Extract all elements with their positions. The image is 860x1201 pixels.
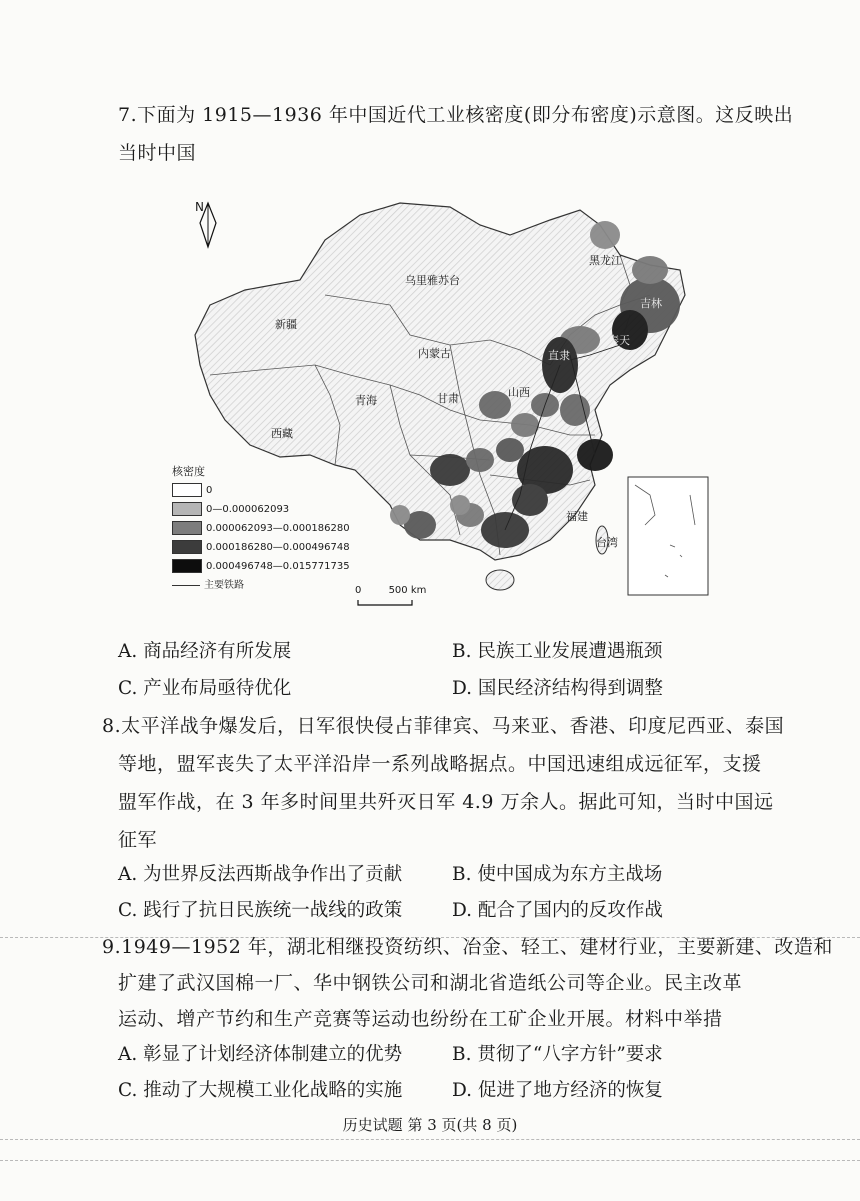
cut-line: [0, 1160, 860, 1161]
scale-bar: [358, 600, 412, 605]
map-label-shanxi: 山西: [508, 386, 530, 399]
legend-row: [172, 559, 350, 573]
legend-row: [172, 502, 289, 516]
legend-swatch: [172, 483, 202, 497]
q8-option-b: B. 使中国成为东方主战场: [452, 864, 663, 885]
map-label-fengtian: 奉天: [608, 334, 630, 347]
inset-box: [628, 477, 708, 595]
map-label-zhili: 直隶: [548, 349, 570, 362]
legend-label: 0.000496748—0.015771735: [206, 561, 350, 572]
map-label-gansu: 甘肃: [437, 392, 459, 405]
page-footer: 历史试题 第 3 页(共 8 页): [342, 1116, 518, 1134]
legend-label: 0.000062093—0.000186280: [206, 523, 350, 534]
q9-option-b: B. 贯彻了“八字方针”要求: [452, 1044, 663, 1065]
legend-label: 0.000186280—0.000496748: [206, 542, 350, 553]
q8-stem-line-2: 等地，盟军丧失了太平洋沿岸一系列战略据点。中国迅速组成远征军，支援: [118, 753, 762, 775]
map-label-taiwan: 台湾: [596, 536, 618, 549]
map-label-qinghai: 青海: [355, 394, 377, 407]
map-label-uliastai: 乌里雅苏台: [405, 274, 460, 287]
legend-swatch: [172, 559, 202, 573]
map-label-neimenggu: 内蒙古: [418, 347, 451, 360]
railway-line-icon: [172, 585, 200, 586]
q9-option-a: A. 彰显了计划经济体制建立的优势: [118, 1044, 403, 1065]
cut-line: [0, 1139, 860, 1140]
scale-label: [355, 585, 426, 596]
legend-label: 0: [206, 485, 213, 496]
q7-option-c: C. 产业布局亟待优化: [118, 678, 292, 699]
legend-row: [172, 540, 350, 554]
q8-option-a: A. 为世界反法西斯战争作出了贡献: [118, 864, 403, 885]
q9-stem-line-1: 9.1949—1952 年，湖北相继投资纺织、冶金、轻工、建材行业，主要新建、改造和: [102, 936, 833, 958]
q9-option-d: D. 促进了地方经济的恢复: [452, 1080, 663, 1101]
q8-option-d: D. 配合了国内的反攻作战: [452, 900, 663, 921]
q8-option-c: C. 践行了抗日民族统一战线的政策: [118, 900, 403, 921]
q7-option-d: D. 国民经济结构得到调整: [452, 678, 663, 699]
legend-row-railway: [172, 576, 244, 591]
legend-title: 核密度: [172, 465, 205, 478]
q8-stem-line-3: 盟军作战，在 3 年多时间里共歼灭日军 4.9 万余人。据此可知，当时中国远: [118, 791, 774, 813]
map-label-heilongjiang: 黑龙江: [589, 254, 622, 267]
q7-option-a: A. 商品经济有所发展: [118, 641, 292, 662]
map-label-jilin: 吉林: [640, 297, 662, 310]
q9-stem-line-2: 扩建了武汉国棉一厂、华中钢铁公司和湖北省造纸公司等企业。民主改革: [118, 972, 743, 994]
legend-swatch: [172, 521, 202, 535]
map-label-xizang: 西藏: [271, 427, 293, 440]
scale-distance: 500 km: [388, 585, 427, 596]
map-label-fujian: 福建: [566, 510, 588, 523]
q7-stem-line-1: 7.下面为 1915—1936 年中国近代工业核密度(即分布密度)示意图。这反映出: [118, 104, 794, 126]
q9-stem-line-3: 运动、增产节约和生产竞赛等运动也纷纷在工矿企业开展。材料中举措: [118, 1008, 723, 1030]
legend-swatch: [172, 502, 202, 516]
legend-label: 主要铁路: [204, 580, 244, 591]
legend-row: [172, 521, 350, 535]
q9-option-c: C. 推动了大规模工业化战略的实施: [118, 1080, 403, 1101]
q8-stem-line-4: 征军: [118, 829, 158, 851]
hainan-island: [486, 570, 514, 590]
legend-row: [172, 483, 212, 497]
q7-stem-line-2: 当时中国: [118, 142, 197, 164]
q8-stem-line-1: 8.太平洋战争爆发后，日军很快侵占菲律宾、马来亚、香港、印度尼西亚、泰国: [102, 715, 785, 737]
legend-swatch: [172, 540, 202, 554]
north-label: N: [195, 200, 204, 214]
map-label-xinjiang: 新疆: [275, 318, 297, 331]
legend-label: 0—0.000062093: [206, 504, 290, 515]
q7-option-b: B. 民族工业发展遭遇瓶颈: [452, 641, 663, 662]
scale-zero: 0: [355, 585, 362, 596]
